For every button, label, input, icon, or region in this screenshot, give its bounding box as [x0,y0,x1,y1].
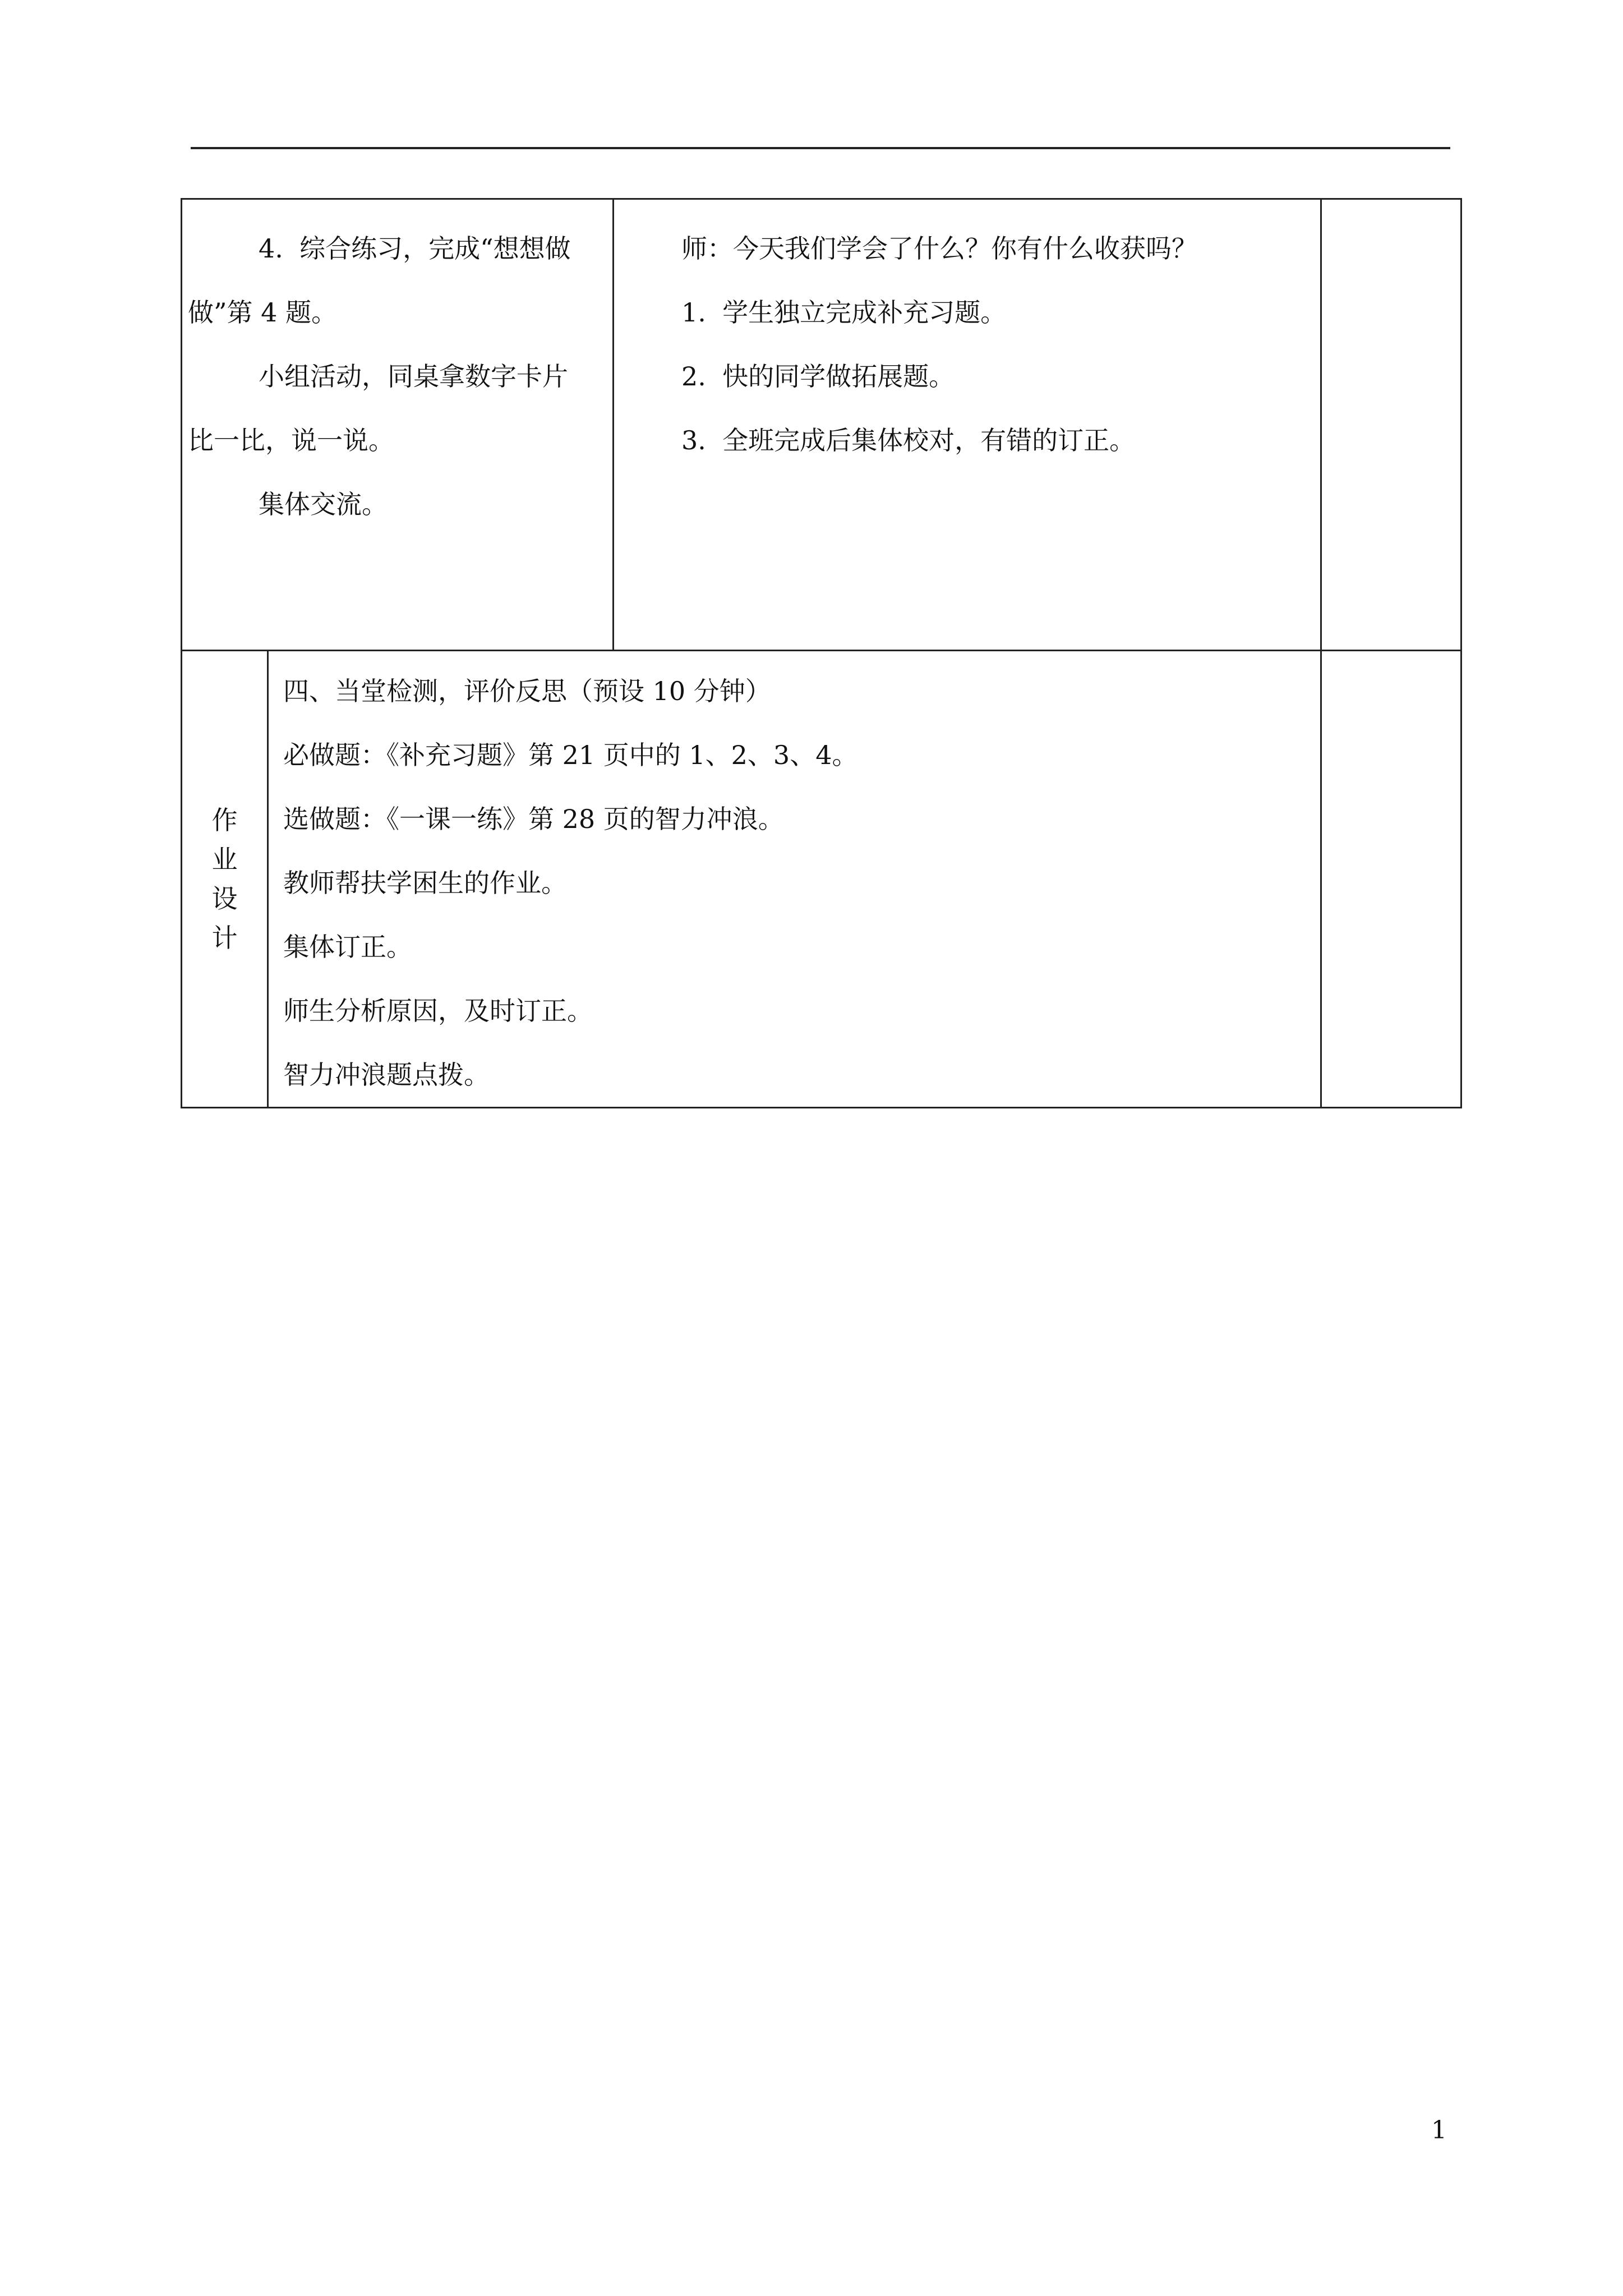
teacher-line: 1. 学生独立完成补充习题。 [681,297,1007,328]
activity-cell [182,199,614,651]
table-row [182,651,1461,1108]
homework-line: 师生分析原因，及时订正。 [283,996,593,1026]
label-char: 业 [211,844,238,875]
activity-line: 比一比，说一说。 [188,425,394,455]
page-number: 1 [1431,2116,1447,2145]
homework-line: 智力冲浪题点拨。 [283,1060,490,1090]
activity-line: 小组活动，同桌拿数字卡片 [259,361,568,392]
label-char: 计 [211,923,238,953]
teacher-line: 2. 快的同学做拓展题。 [681,361,955,392]
homework-label [182,651,268,1108]
label-char: 设 [211,884,238,914]
teacher-line: 3. 全班完成后集体校对，有错的订正。 [681,425,1136,455]
activity-line: 做”第 4 题。 [188,297,338,328]
lesson-plan-table [181,198,1462,1108]
homework-line: 必做题：《补充习题》第 21 页中的 1、2、3、4。 [283,740,858,770]
homework-line: 四、当堂检测，评价反思（预设 10 分钟） [283,676,771,706]
label-char: 作 [211,805,238,835]
homework-line: 选做题：《一课一练》第 28 页的智力冲浪。 [283,804,784,834]
notes-cell [1321,651,1461,1108]
table-row [182,199,1461,651]
activity-line: 4. 综合练习，完成“想想做 [259,233,571,264]
homework-cell [268,651,1321,1108]
teacher-line: 师：今天我们学会了什么？你有什么收获吗？ [681,233,1197,264]
activity-line: 集体交流。 [259,489,388,519]
header-rule [191,147,1450,149]
homework-line: 集体订正。 [283,932,412,962]
teacher-cell [614,199,1321,651]
homework-line: 教师帮扶学困生的作业。 [283,868,567,898]
notes-cell [1321,199,1461,651]
